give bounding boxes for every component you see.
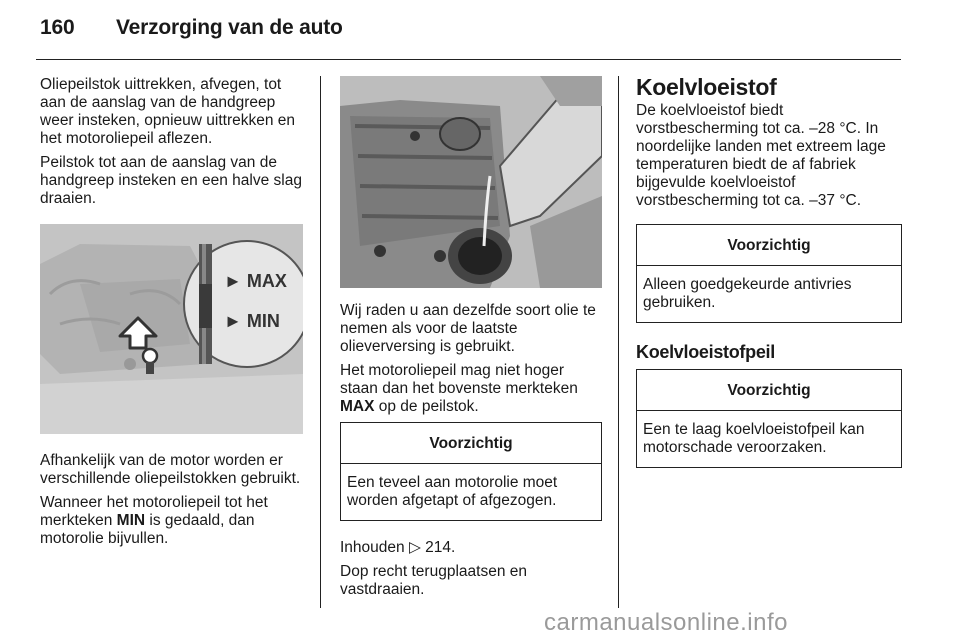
paragraph: Oliepeilstok uittrekken, afvegen, tot aan de aanslag van de handgreep weer insteken, opnieuw uittrekken en het motoroliepeil aflezen.	[40, 76, 296, 147]
page-header	[40, 16, 343, 40]
watermark: carmanualsonline.info	[544, 609, 788, 636]
min-mark: MIN	[116, 512, 146, 529]
warning-text: Alleen goedgekeurde antivries gebruiken.	[643, 276, 852, 311]
paragraph: Afhankelijk van de motor worden er verschillende oliepeilstokken gebruikt.	[40, 452, 301, 487]
page-title: Verzorging van de auto	[116, 16, 343, 39]
dipstick-figure	[40, 224, 303, 434]
header-rule	[36, 59, 901, 60]
oil-filling-illustration	[340, 76, 602, 288]
max-mark: MAX	[340, 398, 375, 415]
warning-box	[340, 422, 602, 521]
warning-text: Een te laag koelvloeistofpeil kan motorschade veroorzaken.	[643, 421, 865, 456]
column-divider	[618, 76, 619, 608]
paragraph: Wij raden u aan dezelfde soort olie te nemen als voor de laatste olieverversing is gebruikt.	[340, 302, 596, 355]
warning-box	[636, 224, 902, 323]
warning-title: Voorzichtig	[637, 370, 901, 411]
column-1	[40, 76, 306, 554]
warning-text: Een teveel aan motorolie moet worden afgetapt of afgezogen.	[347, 474, 558, 509]
paragraph: Het motoroliepeil mag niet hoger staan dan het bovenste merkteken MAX op de peilstok.	[340, 362, 578, 415]
paragraph: Peilstok tot aan de aanslag van de handgreep insteken en een halve slag draaien.	[40, 154, 302, 207]
warning-title: Voorzichtig	[341, 423, 601, 464]
min-label: ► MIN	[224, 311, 280, 331]
page-number: 160	[40, 16, 75, 39]
section-heading: Koelvloeistof	[636, 74, 777, 100]
max-label: ► MAX	[224, 271, 287, 291]
warning-box	[636, 369, 902, 468]
column-3	[636, 76, 902, 468]
paragraph: Dop recht terugplaatsen en vastdraaien.	[340, 563, 527, 598]
column-divider	[320, 76, 321, 608]
paragraph: Wanneer het motoroliepeil tot het merkteken MIN is gedaald, dan motorolie bijvullen.	[40, 494, 268, 547]
paragraph: De koelvloeistof biedt vorstbescherming tot ca. –28 °C. In noordelijke landen met extreem lage temperaturen biedt de af fabriek bijgevulde koelvloeistof vorstbescherming tot ca. –37 °C.	[636, 102, 886, 209]
paragraph: Inhouden ▷ 214.	[340, 539, 456, 556]
warning-title: Voorzichtig	[637, 225, 901, 266]
column-2	[340, 76, 602, 605]
subsection-heading: Koelvloeistofpeil	[636, 342, 775, 362]
oil-filling-figure	[340, 76, 602, 288]
